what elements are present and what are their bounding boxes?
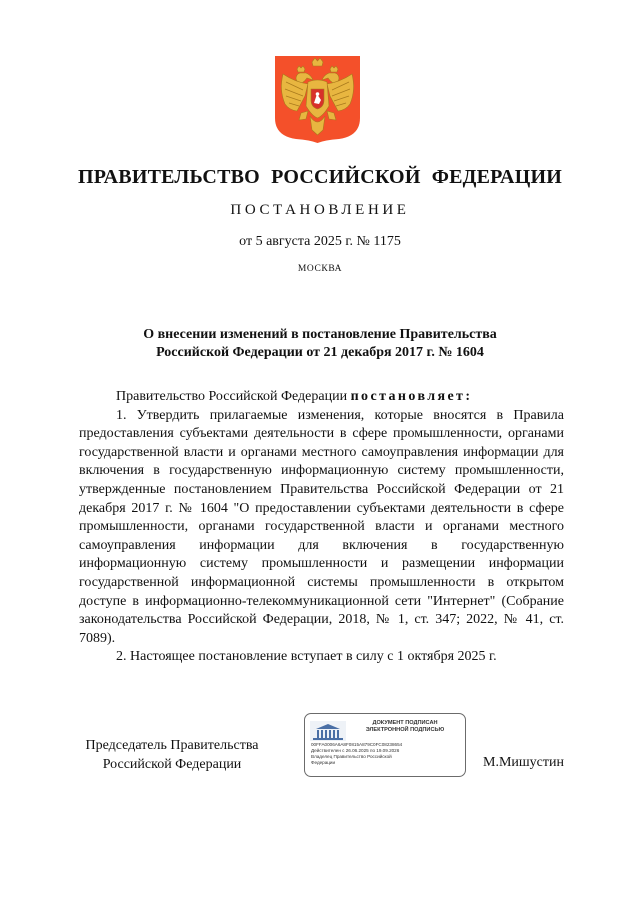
stamp-title	[347, 720, 463, 734]
stamp-details	[311, 742, 463, 766]
signer-name: М.Мишустин	[483, 755, 564, 770]
paragraph-1: 1. Утвердить прилагаемые изменения, которые вносятся в Правила предоставления субъектами деятельности в сфере промышленности, органами государственной власти и органами местного самоуправления информации для включения в государственную информационную систему промышленности, утвержденные постановлением Правительства Российской Федерации от 21 декабря 2017 г. № 1604 "О предоставлении субъектами деятельности в сфере промышленности, органами государственной власти и органами местного самоуправления информации для включения в государственную информационную систему промышленности и размещении информации государственной информационной системы промышленности в открытом доступе в информационно-телекоммуникационной сети "Интернет" (Собрание законодательства Российской Федерации, 2018, № 1, ст. 347; 2022, № 41, ст. 7089).	[79, 407, 564, 646]
signer-position	[74, 736, 270, 774]
stamp-owner-line-2: Федерации	[311, 760, 336, 765]
intro-resolves: постановляет:	[350, 389, 473, 404]
document-subject	[0, 326, 640, 362]
government-title: ПРАВИТЕЛЬСТВО РОССИЙСКОЙ ФЕДЕРАЦИИ	[78, 166, 562, 188]
subject-line-2: Российской Федерации от 21 декабря 2017 г. № 1604	[156, 345, 484, 360]
government-building-icon	[310, 721, 346, 741]
intro-text: Правительство Российской Федерации	[116, 389, 351, 404]
electronic-signature-stamp	[304, 713, 466, 777]
intro-paragraph	[79, 388, 564, 407]
stamp-title-line-2: ЭЛЕКТРОННОЙ ПОДПИСЬЮ	[365, 727, 445, 733]
stamp-validity: Действителен с 26.06.2025 по 19.09.2026	[311, 748, 400, 753]
document-type: ПОСТАНОВЛЕНИЕ	[230, 202, 410, 218]
subject-line-1: О внесении изменений в постановление Правительства	[143, 327, 497, 342]
signer-position-line-2: Российской Федерации	[102, 757, 242, 772]
stamp-title-line-1: ДОКУМЕНТ ПОДПИСАН	[372, 720, 438, 726]
double-headed-eagle-icon	[275, 56, 360, 143]
stamp-certificate: 00FFA0006A6A8F0815A879C0FC08238654	[311, 742, 403, 747]
signer-position-line-1: Председатель Правительства	[85, 738, 259, 753]
stamp-owner-line-1: Владелец Правительство Российской	[311, 754, 392, 759]
coat-of-arms-emblem	[275, 56, 360, 143]
document-city: МОСКВА	[297, 264, 343, 274]
paragraph-2: 2. Настоящее постановление вступает в силу с 1 октября 2025 г.	[116, 649, 497, 665]
document-date-number: от 5 августа 2025 г. № 1175	[239, 234, 401, 249]
document-body	[79, 388, 564, 667]
